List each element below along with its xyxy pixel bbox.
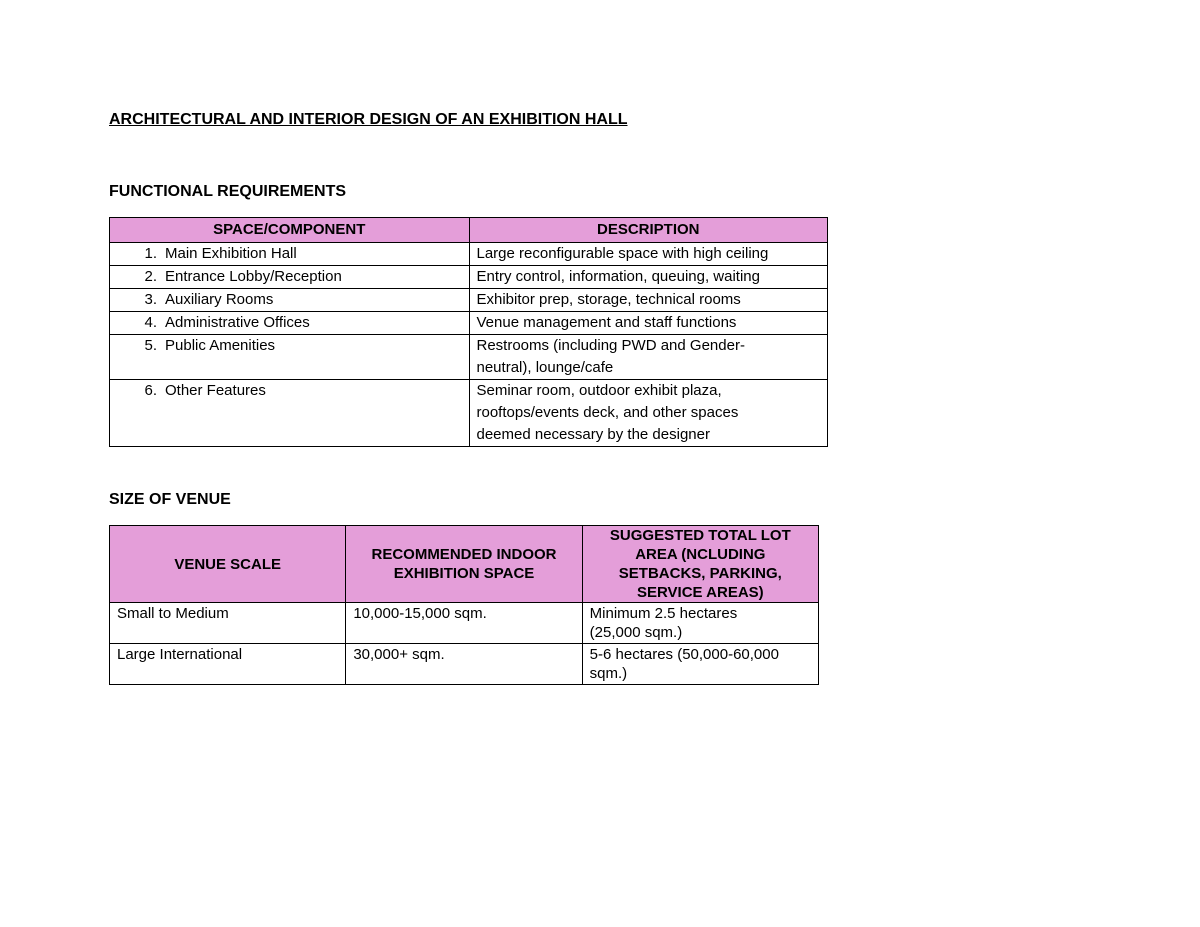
row-number: 3. <box>144 291 157 308</box>
description-cell <box>469 243 828 266</box>
header-line: EXHIBITION SPACE <box>393 565 535 582</box>
row-number: 4. <box>144 314 157 331</box>
space-cell <box>110 243 470 266</box>
description-line: Entry control, information, queuing, waiting <box>476 268 760 285</box>
space-cell <box>110 312 470 335</box>
row-number: 2. <box>144 268 157 285</box>
description-line: rooftops/events deck, and other spaces <box>476 404 739 421</box>
lot-area-line: (25,000 sqm.) <box>589 624 683 641</box>
table-row <box>110 312 828 335</box>
header-line: RECOMMENDED INDOOR <box>371 546 557 563</box>
description-cell <box>469 312 828 335</box>
space-name: Public Amenities <box>165 337 276 354</box>
space-cell <box>110 289 470 312</box>
header-line: AREA (NCLUDING <box>635 546 766 563</box>
row-number: 5. <box>144 337 157 354</box>
description-cell <box>469 335 828 380</box>
description-line: Exhibitor prep, storage, technical rooms <box>476 291 741 308</box>
venue-scale-cell: Small to Medium <box>110 603 346 644</box>
lot-area-line: 5-6 hectares (50,000-60,000 <box>589 646 779 663</box>
lot-area-cell <box>582 603 818 644</box>
header-line: SERVICE AREAS) <box>636 584 764 601</box>
space-name: Main Exhibition Hall <box>165 245 297 262</box>
table-row <box>110 243 828 266</box>
space-cell <box>110 335 470 380</box>
space-name: Administrative Offices <box>165 314 310 331</box>
row-number: 6. <box>144 382 157 399</box>
description-cell <box>469 380 828 447</box>
table-row <box>110 289 828 312</box>
document-title: ARCHITECTURAL AND INTERIOR DESIGN OF AN EXHIBITION HALL <box>109 111 628 128</box>
header-space-component: SPACE/COMPONENT <box>110 218 470 243</box>
lot-area-line: sqm.) <box>589 665 628 682</box>
table-row <box>110 335 828 380</box>
space-cell <box>110 380 470 447</box>
header-description: DESCRIPTION <box>469 218 828 243</box>
description-line: Seminar room, outdoor exhibit plaza, <box>476 382 722 399</box>
table-row <box>110 380 828 447</box>
table-row <box>110 603 819 644</box>
indoor-space-cell: 10,000-15,000 sqm. <box>346 603 582 644</box>
header-venue-scale: VENUE SCALE <box>110 526 346 603</box>
description-line: deemed necessary by the designer <box>476 426 710 443</box>
functional-requirements-heading: FUNCTIONAL REQUIREMENTS <box>109 183 347 200</box>
header-line: SETBACKS, PARKING, <box>618 565 782 582</box>
indoor-space-cell: 30,000+ sqm. <box>346 644 582 685</box>
table-header-row <box>110 526 819 603</box>
row-number: 1. <box>144 245 157 262</box>
header-line: SUGGESTED TOTAL LOT <box>609 527 791 544</box>
space-name: Entrance Lobby/Reception <box>165 268 342 285</box>
description-cell <box>469 289 828 312</box>
table-row <box>110 644 819 685</box>
size-of-venue-heading: SIZE OF VENUE <box>109 491 231 508</box>
lot-area-line: Minimum 2.5 hectares <box>589 605 738 622</box>
description-line: neutral), lounge/cafe <box>476 359 614 376</box>
description-cell <box>469 266 828 289</box>
venue-scale-cell: Large International <box>110 644 346 685</box>
description-line: Large reconfigurable space with high ceiling <box>476 245 769 262</box>
lot-area-cell <box>582 644 818 685</box>
description-line: Venue management and staff functions <box>476 314 737 331</box>
table-header-row <box>110 218 828 243</box>
size-of-venue-table <box>109 525 819 685</box>
table-row <box>110 266 828 289</box>
space-cell <box>110 266 470 289</box>
header-suggested-lot-area <box>582 526 818 603</box>
functional-requirements-table <box>109 217 828 447</box>
description-line: Restrooms (including PWD and Gender- <box>476 337 745 354</box>
space-name: Auxiliary Rooms <box>165 291 274 308</box>
header-recommended-indoor <box>346 526 582 603</box>
space-name: Other Features <box>165 382 266 399</box>
